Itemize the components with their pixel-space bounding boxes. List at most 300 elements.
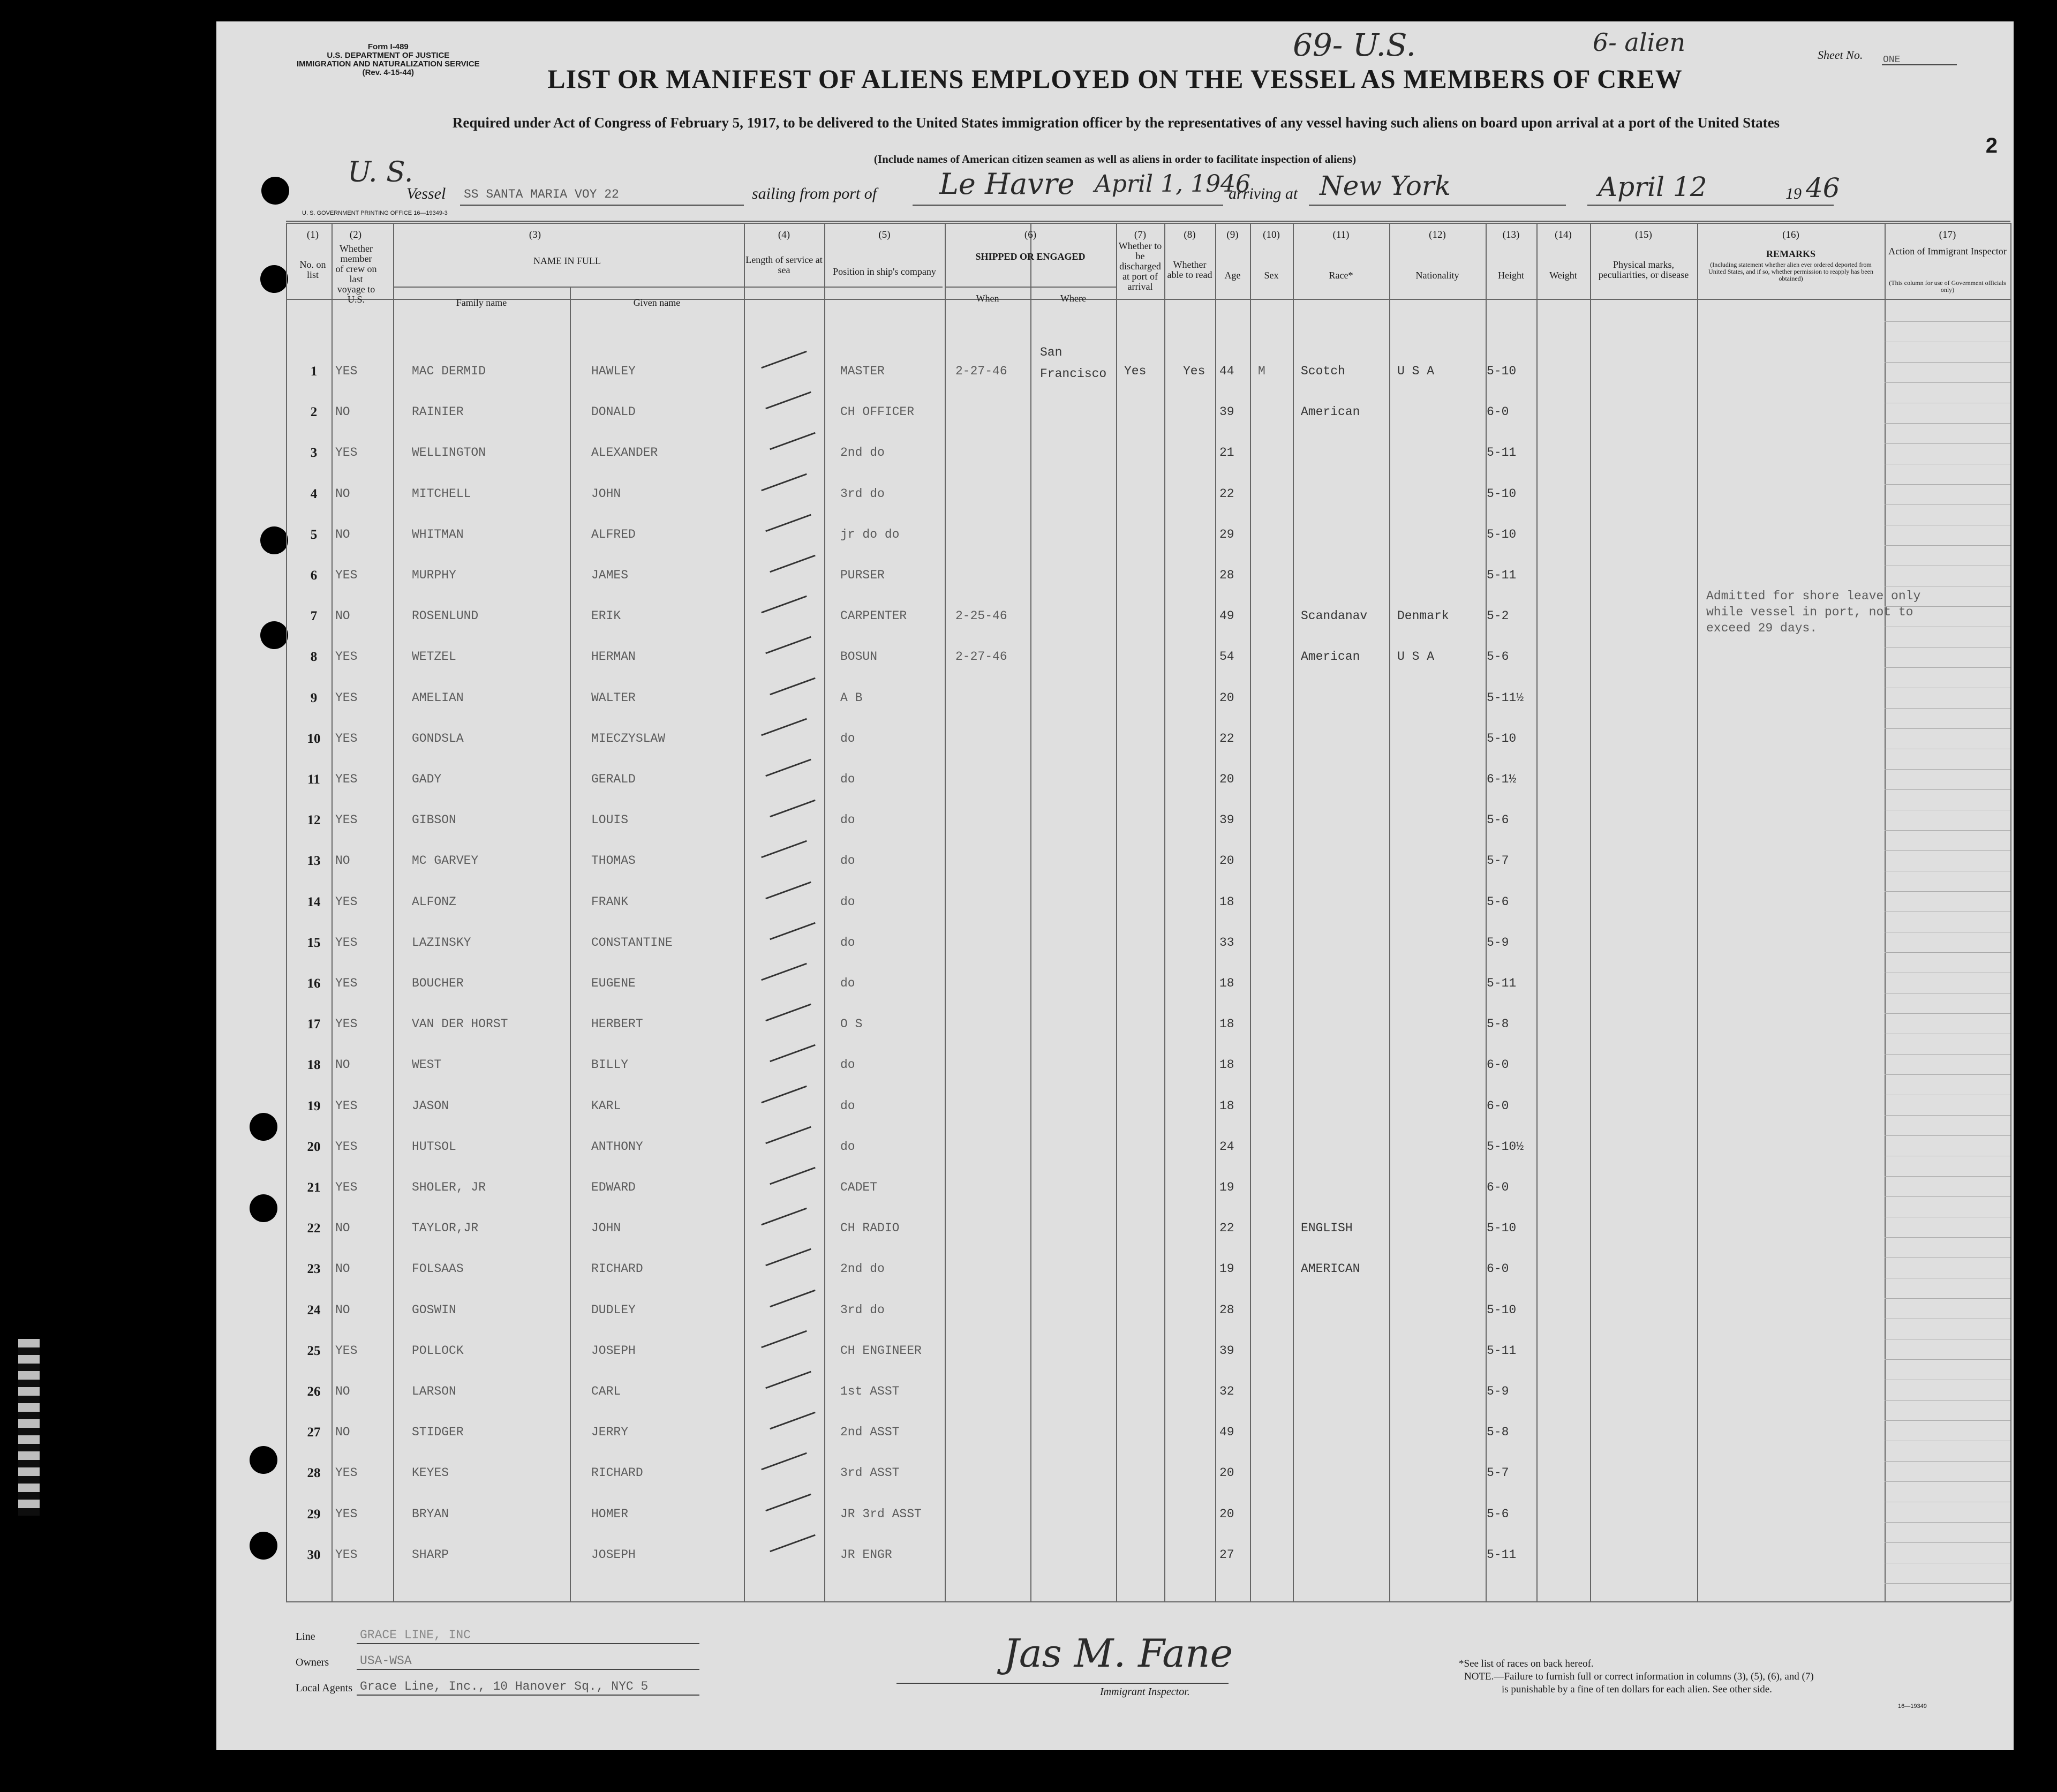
- cell-height: 5-8: [1487, 1425, 1509, 1440]
- cell-height: 6-0: [1487, 1180, 1509, 1194]
- service-check-mark: [765, 881, 811, 899]
- cell-age: 24: [1219, 1139, 1234, 1154]
- cell-no: 12: [307, 813, 321, 828]
- hdr-discharged: Whether to be discharged at port of arrival: [1118, 240, 1162, 292]
- service-check-mark: [770, 1289, 816, 1307]
- service-check-mark: [770, 800, 816, 818]
- cell-position: do: [840, 731, 855, 746]
- cell-given: CARL: [591, 1384, 621, 1398]
- top-annotation-aliens: 6- alien: [1593, 28, 1686, 57]
- cell-position: do: [840, 854, 855, 868]
- cell-position: do: [840, 813, 855, 827]
- line-value: GRACE LINE, INC: [360, 1628, 471, 1642]
- cell-position: 2nd do: [840, 1262, 885, 1276]
- column-divider: [1590, 223, 1591, 1601]
- cell-race: ENGLISH: [1301, 1221, 1353, 1236]
- cell-given: GERALD: [591, 772, 636, 786]
- column-divider: [1215, 223, 1216, 1601]
- col-num-11: (11): [1332, 229, 1350, 240]
- hdr-shipped: SHIPPED OR ENGAGED: [975, 251, 1086, 262]
- cell-family: STIDGER: [412, 1425, 464, 1440]
- cell-age: 22: [1219, 486, 1234, 501]
- hdr-action-sub: (This column for use of Government officials only): [1889, 279, 2006, 293]
- cell-position: do: [840, 772, 855, 786]
- column-divider: [1885, 223, 1886, 1601]
- col-num-12: (12): [1429, 229, 1446, 240]
- penalty-note-2: is punishable by a fine of ten dollars for each alien. See other side.: [1502, 1684, 1772, 1695]
- service-check-mark: [765, 1004, 811, 1022]
- cell-height: 5-9: [1487, 1384, 1509, 1398]
- cell-member: YES: [335, 1507, 358, 1521]
- cell-given: ERIK: [591, 609, 621, 623]
- cell-given: LOUIS: [591, 813, 629, 827]
- hdr-physical: Physical marks, peculiarities, or disease: [1598, 259, 1689, 280]
- ledger-rule: [1885, 1135, 2010, 1136]
- form-subtitle: Required under Act of Congress of February 5, 1917, to be delivered to the United States immigration officer by the representatives of any vessel having such aliens on board upon arrival at a port of the United States: [452, 115, 1780, 131]
- service-check-mark: [765, 1371, 811, 1389]
- cell-position: do: [840, 1139, 855, 1154]
- cell-family: MURPHY: [412, 568, 456, 582]
- ledger-rule: [1885, 545, 2010, 546]
- column-divider: [331, 223, 333, 1601]
- col-num-17: (17): [1939, 229, 1956, 240]
- cell-given: BILLY: [591, 1058, 629, 1072]
- cell-age: 54: [1219, 650, 1234, 664]
- cell-given: HERMAN: [591, 650, 636, 664]
- edge-smudge: [18, 1339, 40, 1516]
- cell-position: O S: [840, 1017, 863, 1031]
- table-top-border-inner: [286, 223, 2010, 224]
- cell-height: 5-7: [1487, 854, 1509, 868]
- cell-height: 5-9: [1487, 935, 1509, 950]
- cell-family: LAZINSKY: [412, 935, 471, 950]
- cell-position: do: [840, 1098, 855, 1113]
- cell-age: 18: [1219, 1098, 1234, 1113]
- cell-age: 49: [1219, 609, 1234, 623]
- cell-no: 7: [310, 609, 318, 624]
- ledger-rule: [1885, 423, 2010, 424]
- cell-member: YES: [335, 690, 358, 705]
- ledger-rule: [1885, 1074, 2010, 1075]
- port-from: Le Havre: [939, 167, 1075, 201]
- date-from: April 1, 1946: [1095, 170, 1251, 198]
- ledger-rule: [1885, 769, 2010, 770]
- ledger-rule: [1885, 1115, 2010, 1116]
- service-check-mark: [770, 1534, 816, 1552]
- service-check-mark: [761, 351, 807, 369]
- service-check-mark: [761, 840, 807, 859]
- remarks-line: Admitted for shore leave only: [1706, 589, 1921, 603]
- cell-no: 28: [307, 1466, 321, 1481]
- cell-family: JASON: [412, 1098, 449, 1113]
- arrival-year: 46: [1806, 172, 1840, 204]
- revision: (Rev. 4-15-44): [362, 68, 415, 77]
- cell-member: NO: [335, 1221, 350, 1236]
- cell-no: 4: [310, 486, 318, 501]
- print-code: 16—19349: [1898, 1703, 1927, 1710]
- cell-given: HOMER: [591, 1507, 629, 1521]
- service-check-mark: [765, 636, 811, 654]
- cell-age: 19: [1219, 1262, 1234, 1276]
- cell-member: NO: [335, 486, 350, 501]
- cell-height: 5-6: [1487, 1507, 1509, 1521]
- punch-hole: [260, 526, 288, 554]
- cell-height: 5-7: [1487, 1466, 1509, 1480]
- cell-no: 18: [307, 1058, 321, 1073]
- punch-hole: [261, 177, 289, 205]
- inspector-label: Immigrant Inspector.: [1100, 1686, 1190, 1698]
- cell-family: MITCHELL: [412, 486, 471, 501]
- cell-given: JOSEPH: [591, 1343, 636, 1358]
- cell-given: EUGENE: [591, 976, 636, 990]
- manifest-sheet: [216, 21, 2014, 1750]
- service-check-mark: [770, 922, 816, 940]
- arrival-year-prefix: 19: [1785, 185, 1802, 202]
- cell-member: YES: [335, 772, 358, 786]
- ledger-rule: [1885, 789, 2010, 790]
- cell-family: ROSENLUND: [412, 609, 479, 623]
- cell-member: YES: [335, 446, 358, 460]
- ledger-rule: [1885, 1054, 2010, 1055]
- cell-member: YES: [335, 1343, 358, 1358]
- hdr-race: Race*: [1329, 270, 1353, 281]
- cell-family: ALFONZ: [412, 894, 456, 909]
- hdr-given-name: Given name: [633, 297, 681, 308]
- cell-age: 27: [1219, 1547, 1234, 1562]
- cell-discharged: Yes: [1124, 364, 1147, 378]
- ledger-rule: [1885, 728, 2010, 729]
- service-check-mark: [761, 1085, 807, 1103]
- cell-family: MAC DERMID: [412, 364, 486, 378]
- remarks-line: while vessel in port, not to: [1706, 605, 1913, 619]
- sheet-value: ONE: [1883, 55, 1901, 65]
- cell-family: AMELIAN: [412, 690, 464, 705]
- line-underline: [357, 1643, 699, 1644]
- hdr-name-in-full: NAME IN FULL: [533, 255, 601, 266]
- cell-position: CH RADIO: [840, 1221, 900, 1236]
- cell-age: 39: [1219, 813, 1234, 827]
- cell-no: 20: [307, 1139, 321, 1154]
- cell-age: 19: [1219, 1180, 1234, 1194]
- ledger-rule: [1885, 443, 2010, 444]
- punch-hole: [260, 265, 288, 293]
- column-divider: [744, 223, 745, 1601]
- service-check-mark: [770, 1044, 816, 1063]
- column-divider: [1389, 223, 1390, 1601]
- line-label: Line: [296, 1631, 315, 1643]
- cell-given: DUDLEY: [591, 1302, 636, 1317]
- cell-position: MASTER: [840, 364, 885, 378]
- hdr-where: Where: [1060, 293, 1086, 304]
- cell-member: YES: [335, 1547, 358, 1562]
- cell-member: YES: [335, 813, 358, 827]
- cell-height: 5-11: [1487, 976, 1517, 990]
- cell-member: YES: [335, 976, 358, 990]
- cell-no: 11: [307, 772, 320, 787]
- punch-hole: [250, 1113, 277, 1141]
- col-num-5: (5): [878, 229, 891, 240]
- cell-when: 2-27-46: [955, 364, 1007, 378]
- agents-underline: [357, 1695, 699, 1696]
- cell-family: GIBSON: [412, 813, 456, 827]
- cell-family: MC GARVEY: [412, 854, 479, 868]
- arrival-month-day: April 12: [1598, 171, 1707, 202]
- ledger-rule: [1885, 1298, 2010, 1299]
- cell-age: 28: [1219, 568, 1234, 582]
- cell-position: do: [840, 976, 855, 990]
- cell-height: 5-11: [1487, 1343, 1517, 1358]
- cell-age: 20: [1219, 1466, 1234, 1480]
- cell-no: 27: [307, 1425, 321, 1440]
- service-check-mark: [770, 1412, 816, 1430]
- service-check-mark: [765, 1126, 811, 1144]
- vessel-prefix-handwritten: U. S.: [348, 156, 413, 189]
- cell-height: 6-0: [1487, 405, 1509, 419]
- cell-height: 5-11: [1487, 568, 1517, 582]
- signature-underline: [896, 1683, 1229, 1684]
- ledger-rule: [1885, 382, 2010, 383]
- col-num-6: (6): [1024, 229, 1037, 240]
- cell-race: Scotch: [1301, 364, 1345, 378]
- cell-height: 5-6: [1487, 894, 1509, 909]
- col-num-13: (13): [1502, 229, 1520, 240]
- ledger-rule: [1885, 1176, 2010, 1177]
- service-check-mark: [765, 759, 811, 777]
- cell-height: 5-10: [1487, 1221, 1517, 1236]
- cell-no: 29: [307, 1507, 321, 1522]
- cell-position: JR ENGR: [840, 1547, 892, 1562]
- cell-given: WALTER: [591, 690, 636, 705]
- cell-height: 5-8: [1487, 1017, 1509, 1031]
- cell-height: 5-11: [1487, 446, 1517, 460]
- cell-family: HUTSOL: [412, 1139, 456, 1154]
- cell-given: KARL: [591, 1098, 621, 1113]
- ledger-rule: [1885, 362, 2010, 363]
- cell-family: VAN DER HORST: [412, 1017, 508, 1031]
- cell-position: JR 3rd ASST: [840, 1507, 922, 1521]
- cell-member: YES: [335, 1180, 358, 1194]
- cell-height: 5-10: [1487, 731, 1517, 746]
- hdr-no-on-list: No. on list: [299, 259, 326, 280]
- cell-given: RICHARD: [591, 1466, 643, 1480]
- hdr-age: Age: [1224, 270, 1241, 281]
- owners-value: USA-WSA: [360, 1654, 412, 1668]
- cell-age: 20: [1219, 772, 1234, 786]
- cell-family: WETZEL: [412, 650, 456, 664]
- cell-age: 18: [1219, 1017, 1234, 1031]
- cell-no: 10: [307, 731, 321, 746]
- col-num-14: (14): [1555, 229, 1572, 240]
- cell-position: 3rd do: [840, 486, 885, 501]
- cell-member: YES: [335, 935, 358, 950]
- cell-family: SHARP: [412, 1547, 449, 1562]
- cell-position: CADET: [840, 1180, 878, 1194]
- ledger-rule: [1885, 484, 2010, 485]
- cell-family: KEYES: [412, 1466, 449, 1480]
- cell-position: do: [840, 935, 855, 950]
- service-check-mark: [770, 555, 816, 573]
- shipped-subheader-line: [945, 287, 1116, 288]
- hdr-height: Height: [1498, 270, 1524, 281]
- cell-family: RAINIER: [412, 405, 464, 419]
- top-annotation-count: 69- U.S.: [1293, 27, 1416, 63]
- cell-member: YES: [335, 1098, 358, 1113]
- cell-height: 5-11½: [1487, 690, 1524, 705]
- cell-no: 22: [307, 1221, 321, 1236]
- hdr-length-service: Length of service at sea: [745, 254, 823, 275]
- races-note: *See list of races on back hereof.: [1459, 1658, 1594, 1669]
- col-num-1: (1): [306, 229, 319, 240]
- cell-given: JAMES: [591, 568, 629, 582]
- cell-no: 19: [307, 1098, 321, 1113]
- ledger-rule: [1885, 1461, 2010, 1462]
- col-num-16: (16): [1782, 229, 1799, 240]
- service-check-mark: [761, 1208, 807, 1226]
- column-divider: [1164, 223, 1165, 1601]
- ledger-rule: [1885, 667, 2010, 668]
- cell-family: WELLINGTON: [412, 446, 486, 460]
- cell-member: NO: [335, 1058, 350, 1072]
- cell-family: GONDSLA: [412, 731, 464, 746]
- cell-no: 30: [307, 1547, 321, 1562]
- cell-no: 8: [310, 650, 318, 665]
- service-check-mark: [761, 718, 807, 736]
- column-divider: [1293, 223, 1294, 1601]
- service-check-mark: [761, 596, 807, 614]
- cell-no: 9: [310, 690, 318, 705]
- col-num-9: (9): [1226, 229, 1239, 240]
- table-top-border: [286, 221, 2010, 222]
- cell-no: 6: [310, 568, 318, 583]
- cell-height: 5-2: [1487, 609, 1509, 623]
- cell-member: NO: [335, 1302, 350, 1317]
- vessel-name: SS SANTA MARIA VOY 22: [464, 187, 619, 201]
- service-check-mark: [765, 1248, 811, 1267]
- punch-hole: [260, 621, 288, 649]
- penalty-note-1: NOTE.—Failure to furnish full or correct information in columns (3), (5), (6), and (7): [1464, 1671, 1814, 1682]
- ledger-rule: [1885, 1196, 2010, 1197]
- cell-given: JERRY: [591, 1425, 629, 1440]
- port-to-underline: [1309, 205, 1566, 206]
- cell-age: 21: [1219, 446, 1234, 460]
- cell-height: 6-0: [1487, 1098, 1509, 1113]
- col-num-4: (4): [778, 229, 790, 240]
- cell-age: 29: [1219, 527, 1234, 541]
- arrival-date-underline: [1587, 205, 1834, 206]
- hdr-remarks-sub: (Including statement whether alien ever ordered deported from United States, and if so, whether permission to reapply has been obtained): [1708, 261, 1873, 282]
- service-check-mark: [765, 514, 811, 532]
- name-subheader-line: [394, 287, 943, 288]
- owners-label: Owners: [296, 1657, 329, 1668]
- agents-value: Grace Line, Inc., 10 Hanover Sq., NYC 5: [360, 1680, 649, 1693]
- cell-position: 2nd do: [840, 446, 885, 460]
- column-divider: [1030, 223, 1031, 1601]
- cell-member: YES: [335, 1017, 358, 1031]
- cell-member: YES: [335, 1466, 358, 1480]
- cell-given: HERBERT: [591, 1017, 643, 1031]
- ledger-rule: [1885, 952, 2010, 953]
- cell-age: 22: [1219, 731, 1234, 746]
- cell-family: SHOLER, JR: [412, 1180, 486, 1194]
- service-check-mark: [761, 473, 807, 491]
- cell-given: JOSEPH: [591, 1547, 636, 1562]
- owners-underline: [357, 1669, 699, 1670]
- cell-position: PURSER: [840, 568, 885, 582]
- cell-position: 3rd do: [840, 1302, 885, 1317]
- cell-no: 15: [307, 935, 321, 950]
- column-divider: [1250, 223, 1251, 1601]
- ledger-rule: [1885, 1237, 2010, 1238]
- cell-age: 20: [1219, 854, 1234, 868]
- cell-nationality: U S A: [1397, 650, 1435, 664]
- cell-no: 14: [307, 894, 321, 909]
- cell-age: 39: [1219, 405, 1234, 419]
- service-check-mark: [770, 1167, 816, 1185]
- cell-no: 1: [310, 364, 318, 379]
- cell-no: 25: [307, 1343, 321, 1358]
- ledger-rule: [1885, 830, 2010, 831]
- arriving-label: arriving at: [1229, 185, 1298, 202]
- cell-member: NO: [335, 527, 350, 541]
- cell-given: ALFRED: [591, 527, 636, 541]
- service-check-mark: [765, 1493, 811, 1511]
- service-check-mark: [765, 391, 811, 410]
- ledger-rule: [1885, 1359, 2010, 1360]
- punch-hole: [250, 1446, 277, 1474]
- cell-position: A B: [840, 690, 863, 705]
- cell-sex: M: [1258, 364, 1265, 378]
- ledger-rule: [1885, 1013, 2010, 1014]
- hdr-action: Action of Immigrant Inspector: [1888, 246, 2007, 257]
- cell-position: 3rd ASST: [840, 1466, 900, 1480]
- cell-height: 5-10: [1487, 527, 1517, 541]
- cell-given: JOHN: [591, 1221, 621, 1236]
- cell-given: FRANK: [591, 894, 629, 909]
- punch-hole: [250, 1194, 277, 1222]
- cell-member: NO: [335, 609, 350, 623]
- cell-age: 18: [1219, 1058, 1234, 1072]
- ledger-rule: [1885, 1400, 2010, 1401]
- inspector-signature: Jas M. Fane: [1004, 1631, 1233, 1676]
- cell-no: 24: [307, 1302, 321, 1317]
- cell-race: AMERICAN: [1301, 1262, 1360, 1276]
- service-check-mark: [761, 1330, 807, 1348]
- cell-age: 20: [1219, 690, 1234, 705]
- cell-family: GOSWIN: [412, 1302, 456, 1317]
- cell-given: MIECZYSLAW: [591, 731, 666, 746]
- cell-nationality: U S A: [1397, 364, 1435, 378]
- cell-member: YES: [335, 894, 358, 909]
- sheet-label: Sheet No.: [1818, 48, 1863, 62]
- cell-member: YES: [335, 568, 358, 582]
- cell-height: 5-11: [1487, 1547, 1517, 1562]
- service-check-mark: [761, 1452, 807, 1471]
- include-note: (Include names of American citizen seamen as well as aliens in order to facilitate inspection of aliens): [873, 153, 1357, 165]
- cell-age: 22: [1219, 1221, 1234, 1236]
- column-divider: [824, 223, 825, 1601]
- hdr-weight: Weight: [1549, 270, 1577, 281]
- cell-given: ALEXANDER: [591, 446, 658, 460]
- cell-position: 1st ASST: [840, 1384, 900, 1398]
- column-divider: [1116, 223, 1117, 1601]
- ledger-rule: [1885, 708, 2010, 709]
- cell-family: WEST: [412, 1058, 442, 1072]
- cell-height: 5-10: [1487, 1302, 1517, 1317]
- cell-when: 2-27-46: [955, 650, 1007, 664]
- cell-height: 6-0: [1487, 1058, 1509, 1072]
- col-num-3: (3): [529, 229, 541, 240]
- cell-given: HAWLEY: [591, 364, 636, 378]
